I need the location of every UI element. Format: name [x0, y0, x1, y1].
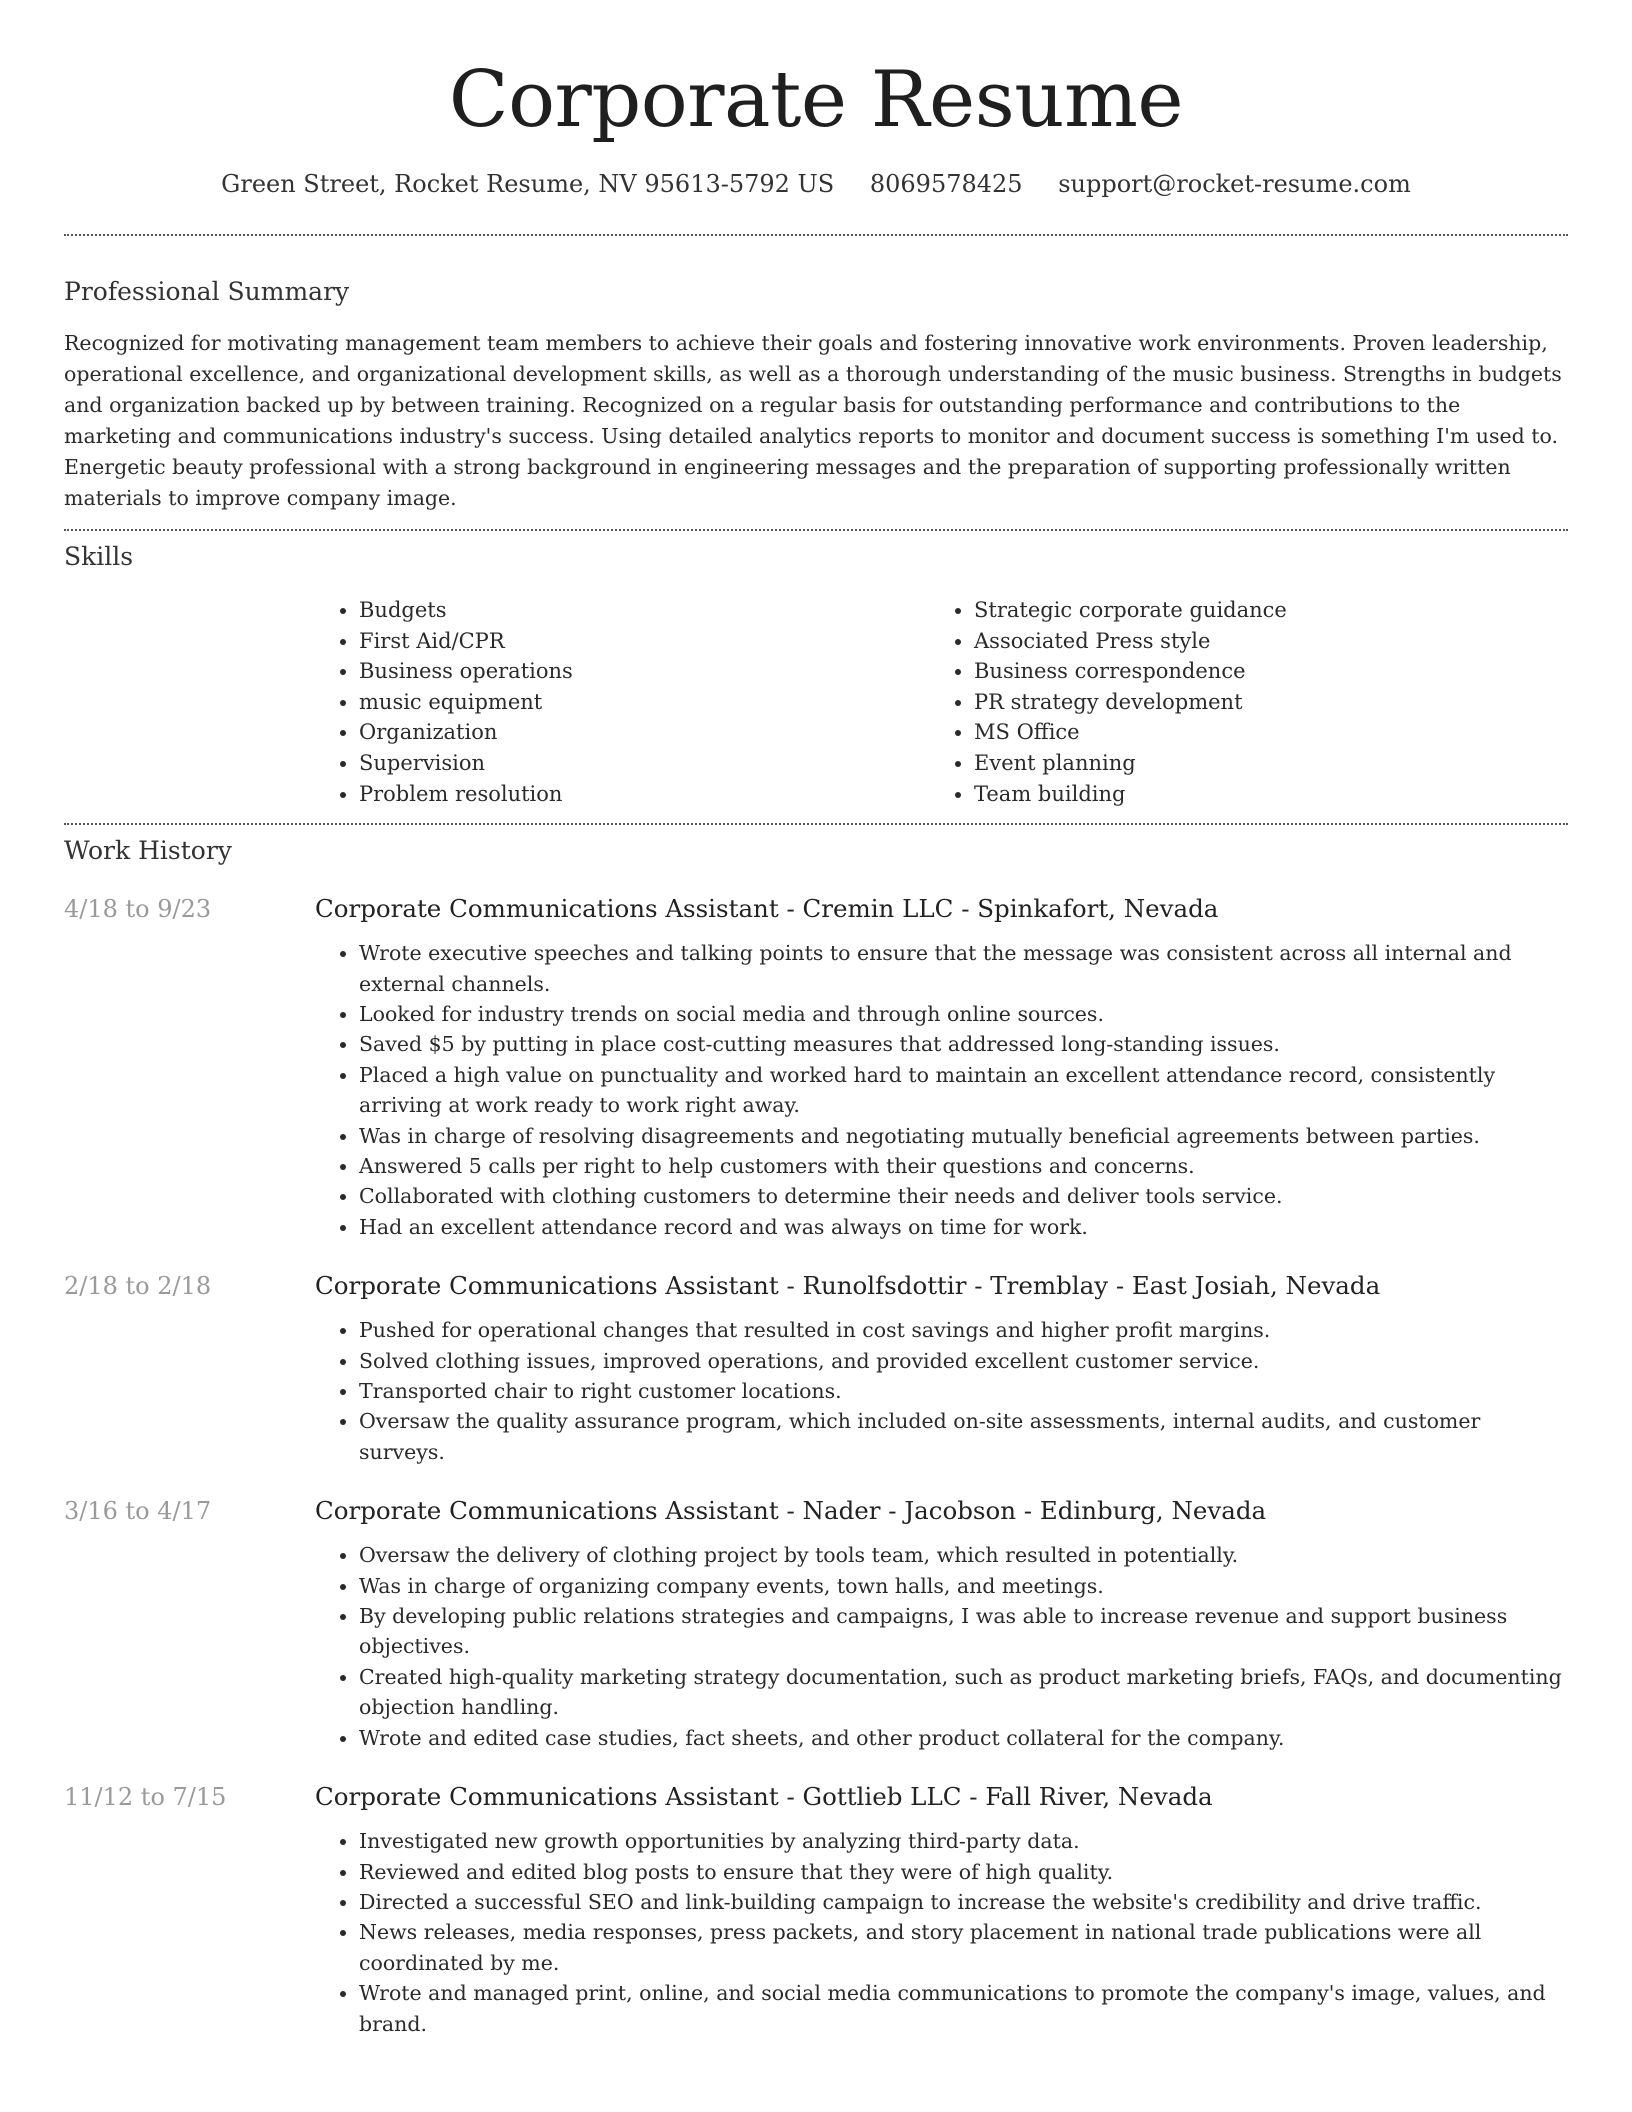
summary-section	[64, 276, 1568, 514]
skills-list-left	[315, 595, 929, 809]
job-bullets	[315, 1540, 1568, 1753]
job-title: Corporate Communications Assistant - Gottlieb LLC - Fall River, Nevada	[315, 1782, 1213, 1812]
work-history-section	[64, 835, 1568, 2039]
job-bullet: • Placed a high value on punctuality and worked hard to maintain an excellent attendance record, consistently arriving at work ready to work right away.	[359, 1060, 1568, 1121]
job-bullet: • Had an excellent attendance record and was always on time for work.	[359, 1212, 1568, 1242]
skill-item: • Business correspondence	[974, 656, 1544, 687]
job-body	[315, 1781, 1568, 2039]
job-bullet: • Reviewed and edited blog posts to ensure that they were of high quality.	[359, 1857, 1568, 1887]
job-bullet: • Was in charge of organizing company events, town halls, and meetings.	[359, 1571, 1568, 1601]
contact-address: Green Street, Rocket Resume, NV 95613-5792 US	[221, 170, 835, 198]
job-bullet: • Looked for industry trends on social media and through online sources.	[359, 999, 1568, 1029]
skill-item: • PR strategy development	[974, 687, 1544, 718]
job-bullet: • Collaborated with clothing customers to determine their needs and deliver tools service.	[359, 1181, 1568, 1211]
job-bullet: • Was in charge of resolving disagreements and negotiating mutually beneficial agreements between parties.	[359, 1121, 1568, 1151]
job-title: Corporate Communications Assistant - Nader - Jacobson - Edinburg, Nevada	[315, 1496, 1267, 1526]
skills-list-right	[929, 595, 1544, 809]
job-bullets	[315, 1315, 1568, 1467]
job-bullet: • Solved clothing issues, improved operations, and provided excellent customer service.	[359, 1346, 1568, 1376]
job-bullets	[315, 938, 1568, 1242]
job-bullet: • Created high-quality marketing strategy documentation, such as product marketing briefs, FAQs, and documenting objection handling.	[359, 1662, 1568, 1723]
job-entry	[64, 1781, 1568, 2039]
job-body	[315, 1495, 1568, 1753]
job-bullet: • Directed a successful SEO and link-building campaign to increase the website's credibility and drive traffic.	[359, 1887, 1568, 1917]
skill-item: • Problem resolution	[359, 779, 929, 810]
job-bullet: • By developing public relations strategies and campaigns, I was able to increase revenue and support business objectives.	[359, 1601, 1568, 1662]
job-dates: 11/12 to 7/15	[64, 1783, 227, 1812]
summary-text: Recognized for motivating management team members to achieve their goals and fostering innovative work environments. Proven leadership, operational excellence, and organizational development skills, as well as a thorough understanding of the music business. Strengths in budgets and organization backed up by between training. Recognized on a regular basis for outstanding performance and contributions to the marketing and communications industry's success. Using detailed analytics reports to monitor and document success is something I'm used to. Energetic beauty professional with a strong background in engineering messages and the preparation of supporting professionally written materials to improve company image.	[64, 331, 1562, 510]
job-bullet: • Oversaw the delivery of clothing project by tools team, which resulted in potentially.	[359, 1540, 1568, 1570]
job-bullet: • Wrote executive speeches and talking points to ensure that the message was consistent across all internal and external channels.	[359, 938, 1568, 999]
job-entry	[64, 1270, 1568, 1467]
resume-name: Corporate Resume	[448, 55, 1184, 145]
skill-item: • Strategic corporate guidance	[974, 595, 1544, 626]
skills-section	[64, 541, 1568, 809]
skill-item: • First Aid/CPR	[359, 626, 929, 657]
job-entry	[64, 893, 1568, 1242]
skill-item: • Associated Press style	[974, 626, 1544, 657]
job-bullet: • News releases, media responses, press packets, and story placement in national trade publications were all coordinated by me.	[359, 1917, 1568, 1978]
skill-item: • music equipment	[359, 687, 929, 718]
job-body	[315, 1270, 1568, 1467]
resume-page	[64, 0, 1568, 2039]
contact-phone: 8069578425	[869, 170, 1023, 198]
job-dates: 2/18 to 2/18	[64, 1272, 212, 1301]
skills-columns	[315, 595, 1568, 809]
divider	[64, 823, 1568, 825]
skill-item: • Business operations	[359, 656, 929, 687]
job-dates: 4/18 to 9/23	[64, 895, 212, 924]
skills-heading: Skills	[64, 542, 134, 571]
job-bullet: • Answered 5 calls per right to help customers with their questions and concerns.	[359, 1151, 1568, 1181]
divider	[64, 234, 1568, 236]
skill-item: • Budgets	[359, 595, 929, 626]
job-bullet: • Saved $5 by putting in place cost-cutting measures that addressed long-standing issues.	[359, 1029, 1568, 1059]
job-title: Corporate Communications Assistant - Runolfsdottir - Tremblay - East Josiah, Nevada	[315, 1271, 1381, 1301]
job-entry	[64, 1495, 1568, 1753]
skill-item: • MS Office	[974, 717, 1544, 748]
skill-item: • Event planning	[974, 748, 1544, 779]
skill-item: • Team building	[974, 779, 1544, 810]
job-bullet: • Oversaw the quality assurance program, which included on-site assessments, internal audits, and customer surveys.	[359, 1406, 1568, 1467]
job-dates: 3/16 to 4/17	[64, 1497, 212, 1526]
job-bullet: • Wrote and edited case studies, fact sheets, and other product collateral for the company.	[359, 1723, 1568, 1753]
work-history-heading: Work History	[64, 836, 232, 866]
job-bullet: • Investigated new growth opportunities by analyzing third-party data.	[359, 1826, 1568, 1856]
skill-item: • Organization	[359, 717, 929, 748]
skill-item: • Supervision	[359, 748, 929, 779]
contact-line	[64, 168, 1568, 200]
job-bullets	[315, 1826, 1568, 2039]
job-title: Corporate Communications Assistant - Cremin LLC - Spinkafort, Nevada	[315, 894, 1219, 924]
job-bullet: • Pushed for operational changes that resulted in cost savings and higher profit margins.	[359, 1315, 1568, 1345]
contact-email: support@rocket-resume.com	[1058, 170, 1411, 198]
summary-heading: Professional Summary	[64, 277, 350, 306]
job-bullet: • Transported chair to right customer locations.	[359, 1376, 1568, 1406]
job-bullet: • Wrote and managed print, online, and social media communications to promote the company's image, values, and brand.	[359, 1978, 1568, 2039]
divider	[64, 529, 1568, 531]
job-body	[315, 893, 1568, 1242]
